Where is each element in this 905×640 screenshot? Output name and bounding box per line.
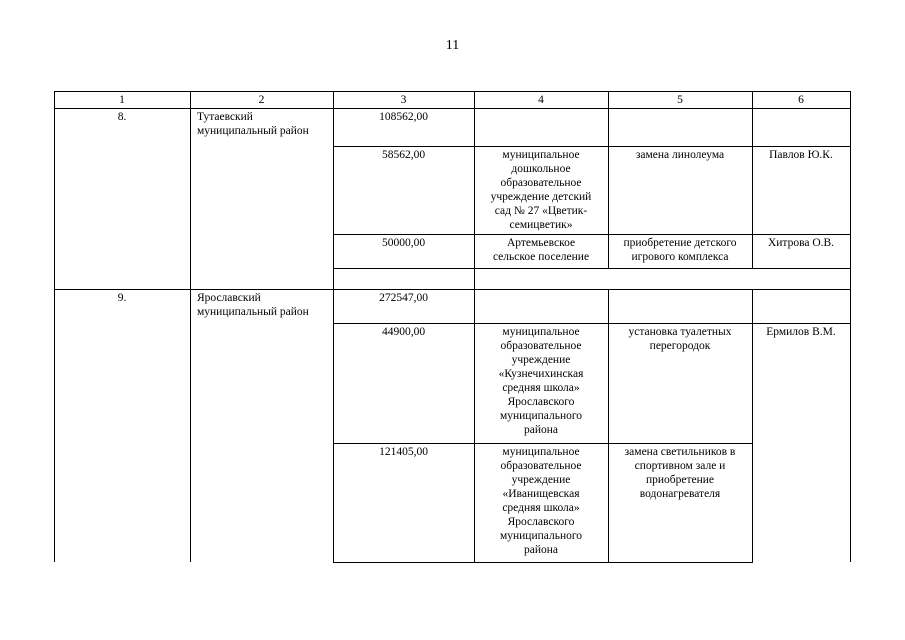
allocation-amount: 44900,00 <box>381 326 426 338</box>
institution-name: сад № 27 «Цветик- <box>494 205 588 217</box>
column-header-4: 4 <box>538 94 544 106</box>
subrow-rule <box>333 268 851 269</box>
responsible-person: Хитрова О.В. <box>767 237 835 249</box>
institution-name: Ярославского <box>507 516 575 528</box>
allocation-amount: 58562,00 <box>381 149 426 161</box>
column-header-6: 6 <box>798 94 804 106</box>
institution-name: учреждение <box>511 354 571 366</box>
page-number: 11 <box>445 38 460 53</box>
group-separator-rule <box>54 289 851 290</box>
institution-name: района <box>523 424 559 436</box>
column-rule <box>608 289 609 562</box>
district-name: Тутаевский <box>197 111 253 123</box>
purpose-text: замена светильников в <box>624 446 736 458</box>
total-amount: 108562,00 <box>379 111 428 123</box>
institution-name: средняя школа» <box>502 502 580 514</box>
purpose-text: замена линолеума <box>635 149 725 161</box>
purpose-text: игрового комплекса <box>631 251 729 263</box>
institution-name: учреждение детский <box>490 191 592 203</box>
institution-name: района <box>523 544 559 556</box>
allocation-amount: 121405,00 <box>379 446 428 458</box>
institution-name: сельское поселение <box>492 251 590 263</box>
subrow-rule <box>333 234 851 235</box>
purpose-text: приобретение детского <box>623 237 737 249</box>
column-rule <box>333 91 334 562</box>
institution-name: «Кузнечихинская <box>498 368 584 380</box>
institution-name: муниципального <box>499 530 583 542</box>
allocation-amount: 50000,00 <box>381 237 426 249</box>
purpose-text: водонагревателя <box>639 488 721 500</box>
subrow-rule <box>333 443 753 444</box>
column-rule <box>752 91 753 268</box>
column-header-5: 5 <box>677 94 683 106</box>
total-row-rule <box>333 323 851 324</box>
institution-name: средняя школа» <box>502 382 580 394</box>
institution-name: дошкольное <box>511 163 571 175</box>
institution-name: муниципальное <box>502 149 580 161</box>
institution-name: образовательное <box>500 177 582 189</box>
institution-name: «Иванищевская <box>502 488 580 500</box>
column-rule <box>190 91 191 562</box>
column-header-3: 3 <box>400 94 407 106</box>
institution-name: муниципального <box>499 410 583 422</box>
table-left-border <box>54 91 55 562</box>
column-rule <box>608 91 609 268</box>
purpose-text: спортивном зале и <box>634 460 726 472</box>
row-number: 8. <box>117 111 127 123</box>
institution-name: учреждение <box>511 474 571 486</box>
purpose-text: приобретение <box>645 474 715 486</box>
responsible-person: Павлов Ю.К. <box>769 149 833 161</box>
header-bottom-rule <box>54 108 851 109</box>
table-right-border <box>850 91 851 562</box>
institution-name: Артемьевское <box>506 237 576 249</box>
column-rule <box>752 289 753 562</box>
institution-name: образовательное <box>500 460 582 472</box>
institution-name: Ярославского <box>507 396 575 408</box>
header-top-rule <box>54 91 851 92</box>
institution-name: муниципальное <box>502 326 580 338</box>
district-name: муниципальный район <box>197 306 309 318</box>
row-number: 9. <box>117 292 127 304</box>
column-rule <box>474 268 475 289</box>
column-rule <box>474 289 475 562</box>
subrow-rule <box>333 562 753 563</box>
total-amount: 272547,00 <box>379 292 428 304</box>
total-row-rule <box>333 146 851 147</box>
district-name: Ярославский <box>197 292 261 304</box>
institution-name: образовательное <box>500 340 582 352</box>
district-name: муниципальный район <box>197 125 309 137</box>
column-header-1: 1 <box>119 94 125 106</box>
purpose-text: установка туалетных <box>628 326 732 338</box>
institution-name: семицветик» <box>509 219 573 231</box>
column-rule <box>474 91 475 268</box>
purpose-text: перегородок <box>649 340 711 352</box>
responsible-person: Ермилов В.М. <box>766 326 836 338</box>
column-header-2: 2 <box>258 94 265 106</box>
institution-name: муниципальное <box>502 446 580 458</box>
